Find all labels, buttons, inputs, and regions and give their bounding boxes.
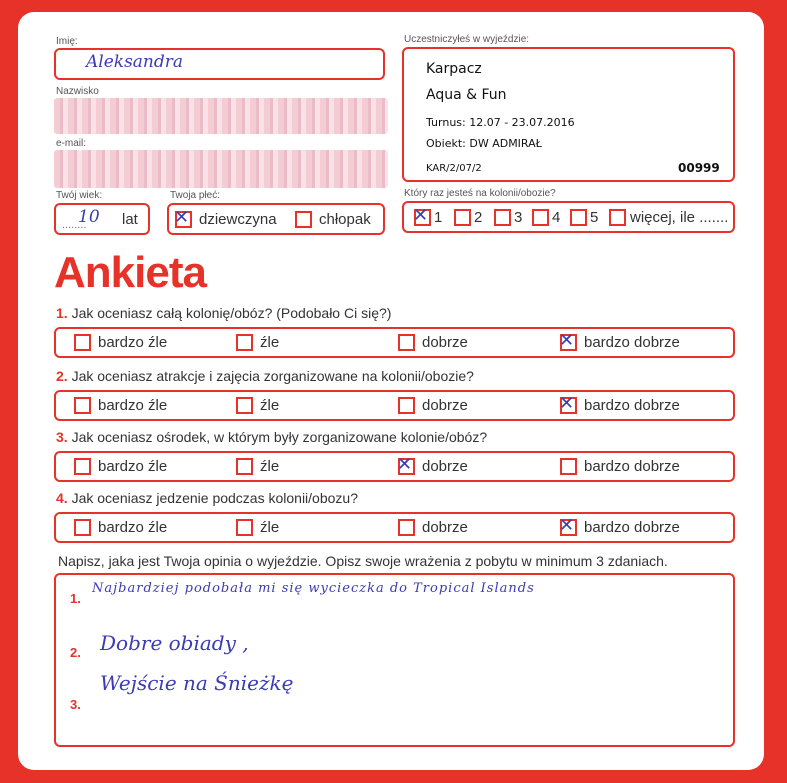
trip-number: 00999: [678, 161, 720, 175]
gender-field: [167, 203, 385, 235]
gender-male-checkbox[interactable]: [295, 211, 312, 228]
trip-object: Obiekt: DW ADMIRAŁ: [426, 137, 542, 150]
answer-option-label: źle: [260, 519, 280, 536]
times-more-label: więcej, ile .......: [630, 209, 729, 226]
answer-checkbox[interactable]: [560, 458, 577, 475]
times-more-checkbox[interactable]: [609, 209, 626, 226]
trip-city: Karpacz: [426, 61, 482, 77]
times-label: Który raz jesteś na kolonii/obozie?: [404, 188, 556, 199]
check-mark-icon: ✕: [174, 207, 190, 228]
opinion-line-number: 2.: [70, 645, 81, 660]
answer-option-label: dobrze: [422, 458, 468, 475]
times-4-checkbox[interactable]: [532, 209, 549, 226]
question-text: Jak oceniasz całą kolonię/obóz? (Podobało Ci się?): [71, 305, 392, 321]
times-5-checkbox[interactable]: [570, 209, 587, 226]
answer-option-label: dobrze: [422, 334, 468, 351]
gender-male-label: chłopak: [319, 211, 371, 228]
times-1-checkbox[interactable]: [413, 205, 431, 226]
answer-option-label: dobrze: [422, 397, 468, 414]
answer-checkbox[interactable]: [236, 519, 253, 536]
answer-option-label: bardzo źle: [98, 458, 168, 475]
answer-checkbox[interactable]: [74, 519, 91, 536]
answer-row-1: [54, 327, 735, 358]
opinion-answer: Najbardziej podobała mi się wycieczka do Tropical Islands: [92, 581, 535, 596]
answer-checkbox[interactable]: [397, 454, 415, 475]
question-2: [56, 368, 474, 384]
answer-option-label: źle: [260, 397, 280, 414]
check-mark-icon: ✕: [559, 330, 575, 351]
answer-row-3: [54, 451, 735, 482]
answer-option-label: bardzo dobrze: [584, 397, 680, 414]
answer-option-label: bardzo źle: [98, 334, 168, 351]
email-label: e-mail:: [56, 138, 87, 149]
question-text: Jak oceniasz atrakcje i zajęcia zorganizowane na kolonii/obozie?: [71, 368, 474, 384]
question-text: Jak oceniasz jedzenie podczas kolonii/obozu?: [71, 490, 358, 506]
gender-female-label: dziewczyna: [199, 211, 277, 228]
answer-option-label: źle: [260, 334, 280, 351]
name-label: Imię:: [56, 36, 78, 47]
question-number: 3.: [56, 429, 68, 445]
question-3: [56, 429, 487, 445]
gender-label: Twoja płeć:: [170, 190, 221, 201]
check-mark-icon: ✕: [397, 454, 413, 475]
answer-checkbox[interactable]: [559, 515, 577, 536]
answer-row-2: [54, 390, 735, 421]
question-1: [56, 305, 391, 321]
trip-turnus: Turnus: 12.07 - 23.07.2016: [426, 116, 575, 129]
trip-info-box: [402, 47, 735, 182]
check-mark-icon: ✕: [559, 515, 575, 536]
answer-checkbox[interactable]: [559, 393, 577, 414]
answer-checkbox[interactable]: [398, 334, 415, 351]
times-4-label: 4: [552, 209, 561, 226]
times-5-label: 5: [590, 209, 599, 226]
age-field[interactable]: [54, 203, 150, 235]
answer-option-label: dobrze: [422, 519, 468, 536]
surname-field-redacted: [54, 98, 388, 134]
answer-checkbox[interactable]: [236, 334, 253, 351]
times-2-label: 2: [474, 209, 483, 226]
trip-code: KAR/2/07/2: [426, 163, 482, 174]
answer-checkbox[interactable]: [236, 397, 253, 414]
age-dots: ........: [62, 219, 87, 231]
answer-checkbox[interactable]: [398, 397, 415, 414]
age-label: Twój wiek:: [56, 190, 103, 201]
answer-checkbox[interactable]: [236, 458, 253, 475]
answer-option-label: bardzo dobrze: [584, 334, 680, 351]
answer-option-label: bardzo dobrze: [584, 458, 680, 475]
times-3-checkbox[interactable]: [494, 209, 511, 226]
times-2-checkbox[interactable]: [454, 209, 471, 226]
answer-option-label: bardzo źle: [98, 519, 168, 536]
times-field: [402, 201, 735, 233]
times-3-label: 3: [514, 209, 523, 226]
age-value: 10: [78, 207, 100, 227]
answer-checkbox[interactable]: [74, 334, 91, 351]
answer-checkbox[interactable]: [398, 519, 415, 536]
check-mark-icon: ✕: [413, 205, 429, 226]
answer-checkbox[interactable]: [559, 330, 577, 351]
opinion-answer: Dobre obiady ,: [100, 631, 249, 655]
opinion-box[interactable]: [54, 573, 735, 747]
age-unit: lat: [122, 211, 138, 228]
opinion-line-number: 1.: [70, 591, 81, 606]
answer-option-label: źle: [260, 458, 280, 475]
question-number: 4.: [56, 490, 68, 506]
check-mark-icon: ✕: [559, 393, 575, 414]
email-field-redacted: [54, 150, 388, 188]
answer-option-label: bardzo dobrze: [584, 519, 680, 536]
name-field[interactable]: [54, 48, 385, 80]
answer-checkbox[interactable]: [74, 458, 91, 475]
opinion-answer: Wejście na Śnieżkę: [100, 671, 294, 695]
opinion-line-number: 3.: [70, 697, 81, 712]
surname-label: Nazwisko: [56, 86, 99, 97]
gender-female-checkbox[interactable]: [174, 207, 192, 228]
trip-label: Uczestniczyłeś w wyjeździe:: [404, 34, 530, 45]
question-number: 2.: [56, 368, 68, 384]
name-value: Aleksandra: [86, 52, 184, 72]
survey-title: Ankieta: [54, 248, 206, 297]
question-4: [56, 490, 358, 506]
answer-row-4: [54, 512, 735, 543]
opinion-prompt: Napisz, jaka jest Twoja opinia o wyjeździe. Opisz swoje wrażenia z pobytu w minimum 3 zdaniach.: [58, 553, 668, 569]
answer-option-label: bardzo źle: [98, 397, 168, 414]
answer-checkbox[interactable]: [74, 397, 91, 414]
question-number: 1.: [56, 305, 68, 321]
question-text: Jak oceniasz ośrodek, w którym były zorganizowane kolonie/obóz?: [71, 429, 488, 445]
trip-program: Aqua & Fun: [426, 87, 507, 103]
times-1-label: 1: [434, 209, 443, 226]
